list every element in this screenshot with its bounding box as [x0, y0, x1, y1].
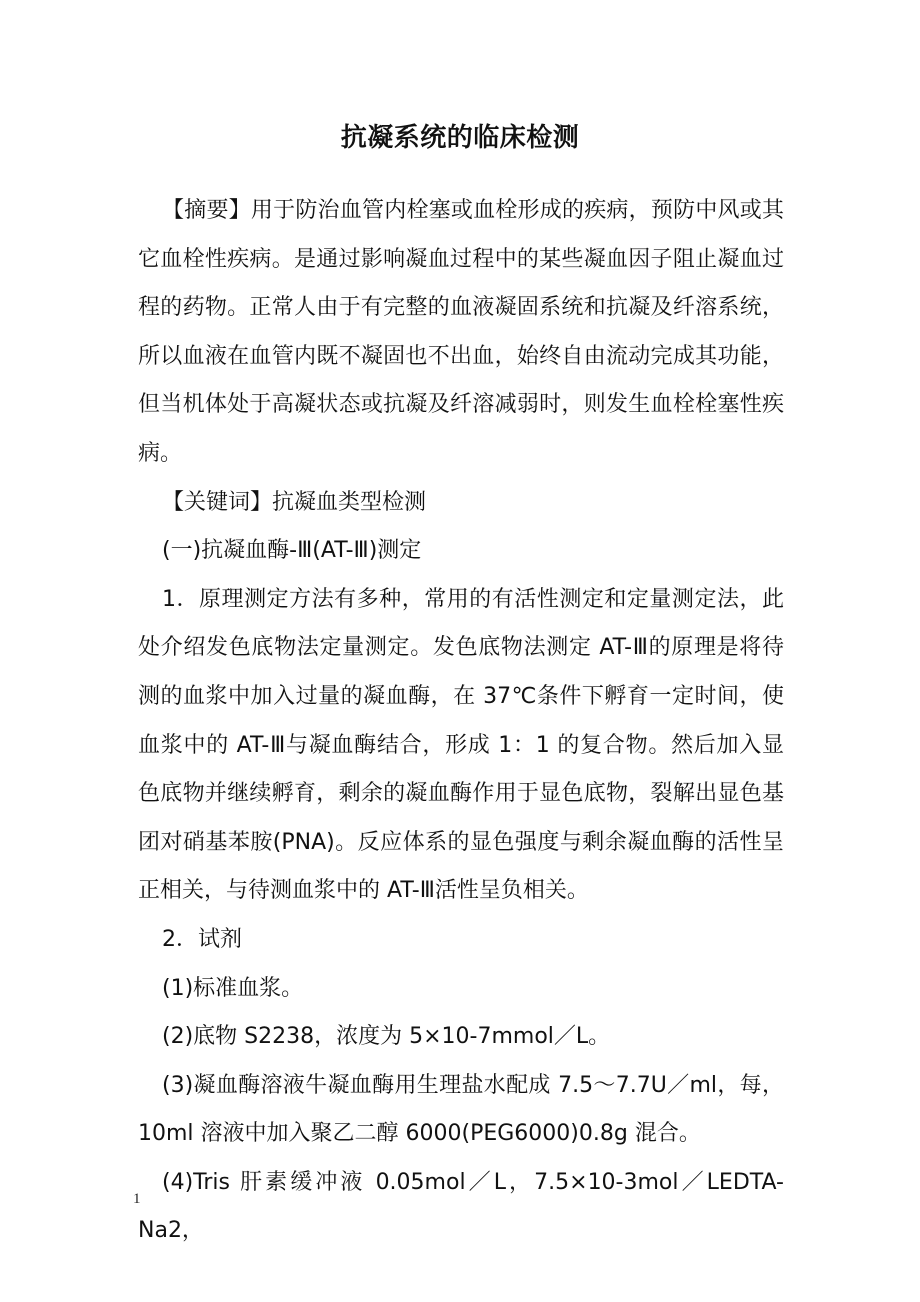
- reagent-item: (2)底物 S2238，浓度为 5×10-7mmol／L。: [162, 1024, 611, 1050]
- page-number: 1: [133, 1191, 141, 1207]
- reagents-heading: 2．试剂: [162, 926, 242, 952]
- abstract-paragraph: 【摘要】用于防治血管内栓塞或血栓形成的疾病，预防中风或其它血栓性疾病。是通过影响凝血过程中的某些凝血因子阻止凝血过程的药物。正常人由于有完整的血液凝固系统和抗凝及纤溶系统，所以血液在血管内既不凝固也不出血，始终自由流动完成其功能，但当机体处于高凝状态或抗凝及纤溶减弱时，则发生血栓栓塞性疾病。: [138, 198, 784, 466]
- document-body: [138, 187, 784, 1256]
- principle-paragraph: 1．原理测定方法有多种，常用的有活性测定和定量测定法，此处介绍发色底物法定量测定。发色底物法测定 AT-Ⅲ的原理是将待测的血浆中加入过量的凝血酶，在 37℃条件下孵育一定时间，使血浆中的 AT-Ⅲ与凝血酶结合，形成 1：1 的复合物。然后加入显色底物并继续孵育，剩余的凝血酶作用于显色底物，裂解出显色基团对硝基苯胺(PNA)。反应体系的显色强度与剩余凝血酶的活性呈正相关，与待测血浆中的 AT-Ⅲ活性呈负相关。: [138, 586, 784, 904]
- keywords-paragraph: 【关键词】抗凝血类型检测: [162, 489, 427, 515]
- section-heading: (一)抗凝血酶-Ⅲ(AT-Ⅲ)测定: [162, 538, 422, 564]
- reagent-item: (1)标准血浆。: [162, 975, 304, 1001]
- reagent-item: (4)Tris 肝素缓冲液 0.05mol／L，7.5×10-3mol／LEDTA-Na2，: [138, 1169, 784, 1244]
- document-title: 抗凝系统的临床检测: [340, 123, 580, 153]
- reagent-item: (3)凝血酶溶液牛凝血酶用生理盐水配成 7.5～7.7U／ml，每，10ml 溶液中加入聚乙二醇 6000(PEG6000)0.8g 混合。: [138, 1072, 784, 1147]
- footer-divider: [132, 1180, 788, 1181]
